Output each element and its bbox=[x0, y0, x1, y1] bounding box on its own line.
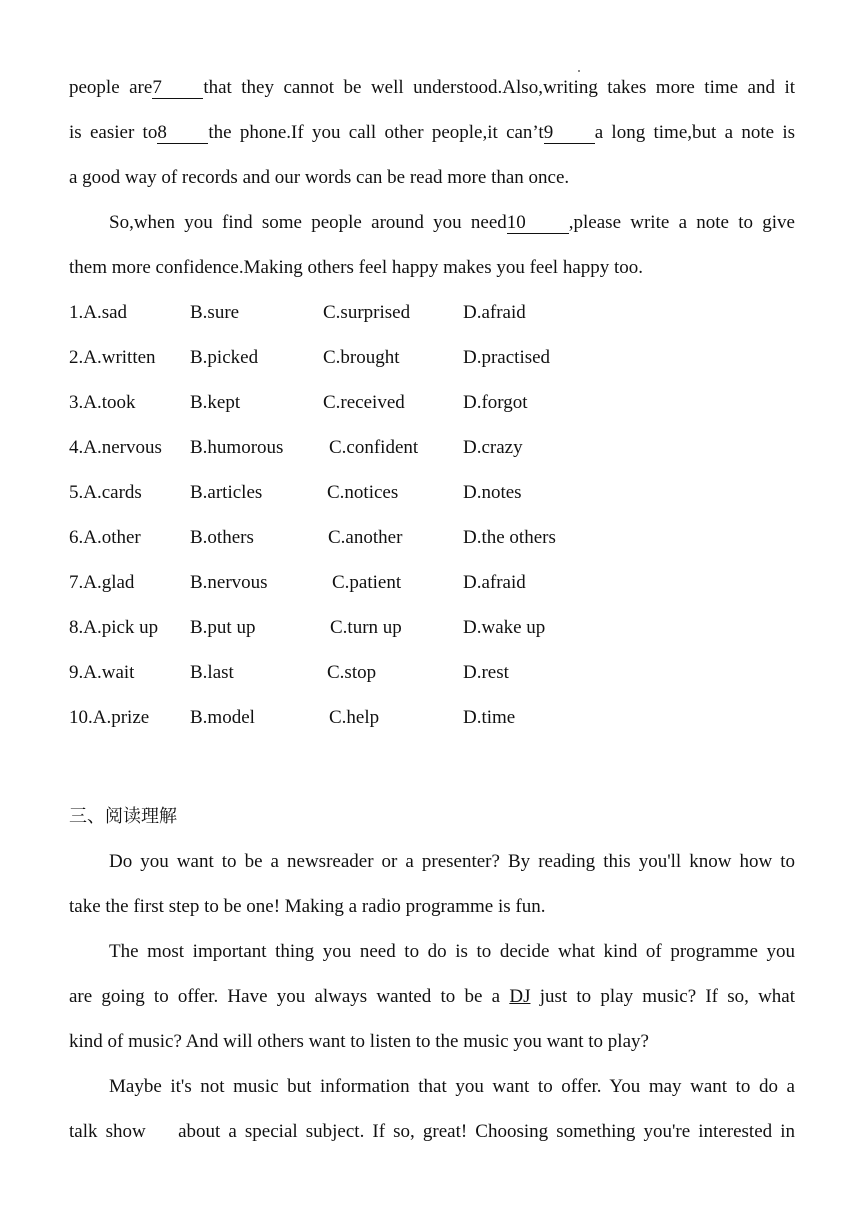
text-segment: So,when you find some people around you need bbox=[109, 212, 507, 233]
option-a: 3.A.took bbox=[69, 392, 136, 413]
blank-7: 7 bbox=[152, 78, 203, 99]
option-b: B.nervous bbox=[190, 572, 268, 593]
reading-line: Do you want to be a newsreader or a presenter? By reading this you'll know how to bbox=[109, 851, 795, 872]
option-b: B.sure bbox=[190, 302, 240, 323]
text-segment: is easier to bbox=[69, 122, 158, 143]
option-b: B.articles bbox=[190, 482, 263, 503]
option-c: C.turn up bbox=[330, 617, 402, 638]
reading-line: Maybe it's not music but information that you want to offer. You may want to do a bbox=[109, 1076, 795, 1097]
option-d: D.time bbox=[463, 707, 516, 728]
reading-line: take the first step to be one! Making a radio programme is fun. bbox=[69, 896, 546, 917]
underlined-term: DJ bbox=[509, 986, 531, 1007]
passage-line-2 bbox=[69, 121, 795, 145]
option-d: D.crazy bbox=[463, 437, 523, 458]
option-b: B.put up bbox=[190, 617, 256, 638]
option-c: C.confident bbox=[329, 437, 419, 458]
passage-line-5: them more confidence.Making others feel happy makes you feel happy too. bbox=[69, 257, 644, 278]
option-b: B.others bbox=[190, 527, 254, 548]
reading-line: talk show about a special subject. If so, great! Choosing something you're interested in bbox=[69, 1121, 795, 1142]
option-a: 6.A.other bbox=[69, 527, 141, 548]
option-a: 4.A.nervous bbox=[69, 437, 162, 458]
blank-8: 8 bbox=[157, 123, 208, 144]
option-a: 7.A.glad bbox=[69, 572, 135, 593]
option-c: C.brought bbox=[323, 347, 400, 368]
option-c: C.stop bbox=[327, 662, 377, 683]
option-c: C.notices bbox=[327, 482, 399, 503]
option-d: D.afraid bbox=[463, 302, 526, 323]
option-a: 5.A.cards bbox=[69, 482, 142, 503]
option-c: C.patient bbox=[332, 572, 402, 593]
option-d: D.the others bbox=[463, 527, 556, 548]
option-a: 8.A.pick up bbox=[69, 617, 159, 638]
option-d: D.notes bbox=[463, 482, 522, 503]
option-b: B.kept bbox=[190, 392, 241, 413]
option-d: D.afraid bbox=[463, 572, 526, 593]
text-segment: people are bbox=[69, 77, 153, 98]
option-b: B.picked bbox=[190, 347, 259, 368]
text-segment: that they cannot be well understood.Also,writing takes more time and it bbox=[203, 77, 796, 98]
reading-line: kind of music? And will others want to listen to the music you want to play? bbox=[69, 1031, 649, 1052]
passage-line-3: a good way of records and our words can be read more than once. bbox=[69, 167, 570, 188]
option-b: B.humorous bbox=[190, 437, 284, 458]
reading-line: The most important thing you need to do is to decide what kind of programme you bbox=[109, 941, 795, 962]
blank-10: 10 bbox=[507, 213, 569, 234]
text-segment: ,please write a note to give bbox=[568, 212, 795, 233]
passage-line-4 bbox=[109, 211, 795, 235]
option-c: C.surprised bbox=[323, 302, 411, 323]
option-a: 2.A.written bbox=[69, 347, 156, 368]
blank-9: 9 bbox=[544, 123, 595, 144]
option-d: D.rest bbox=[463, 662, 509, 683]
option-b: B.model bbox=[190, 707, 255, 728]
option-a: 10.A.prize bbox=[69, 707, 150, 728]
text-segment: a long time,but a note is bbox=[594, 122, 795, 143]
option-b: B.last bbox=[190, 662, 234, 683]
option-c: C.another bbox=[328, 527, 403, 548]
option-a: 1.A.sad bbox=[69, 302, 128, 323]
option-c: C.received bbox=[323, 392, 405, 413]
text-segment: just to play music? If so, what bbox=[539, 986, 796, 1007]
option-d: D.forgot bbox=[463, 392, 528, 413]
text-segment: the phone.If you call other people,it can’t bbox=[208, 122, 544, 143]
text-segment: are going to offer. Have you always wanted to be a bbox=[69, 986, 501, 1007]
option-c: C.help bbox=[329, 707, 380, 728]
option-d: D.practised bbox=[463, 347, 551, 368]
option-a: 9.A.wait bbox=[69, 662, 135, 683]
stray-mark bbox=[578, 70, 580, 72]
section-heading: 三、阅读理解 bbox=[69, 806, 177, 827]
passage-line-1 bbox=[69, 76, 795, 100]
option-d: D.wake up bbox=[463, 617, 546, 638]
reading-line bbox=[69, 985, 795, 1009]
